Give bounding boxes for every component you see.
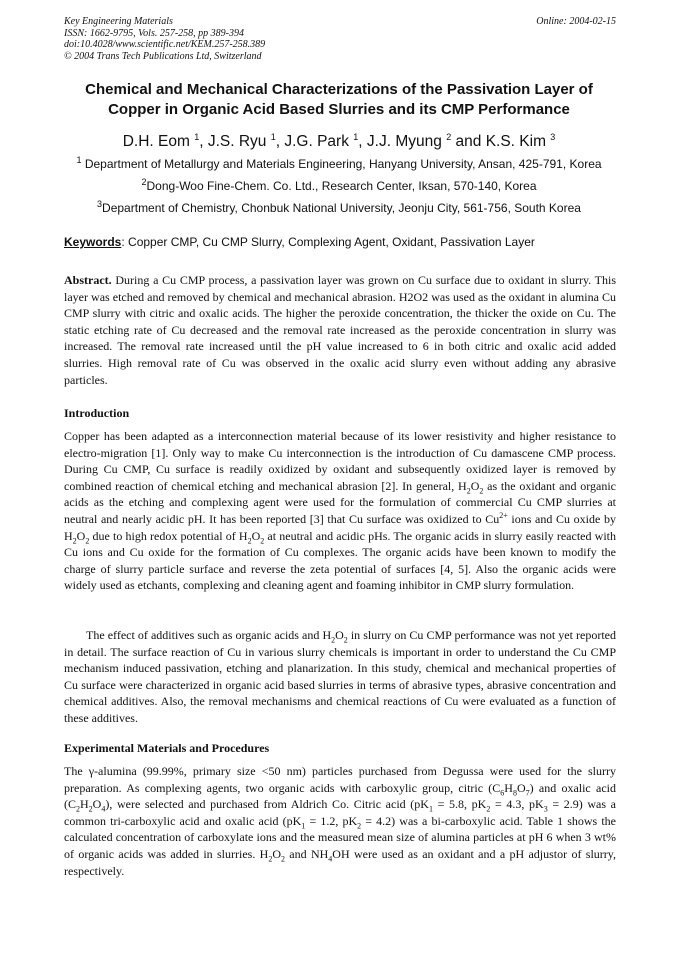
text-run: = 2.9) was a common tri-carboxylic acid and oxalic acid (pK [64,797,616,828]
author-name: J.G. Park [284,133,349,150]
text-run: = 4.2) was a bi-carboxylic acid. Table 1 shows the calculated concentration of carboxylate ions and the measured mean size of alumina particles at pH 6 when 3 wt% of organic acids was added in slurries. H [64,813,617,861]
text-run: O [335,628,344,642]
author-affiliation-mark: 2 [446,131,452,142]
subscript: 2 [260,535,265,545]
author-separator: , [275,133,285,150]
subscript: 2 [76,804,80,814]
author-name: J.S. Ryu [207,133,267,150]
introduction-paragraph-1 [64,428,616,594]
keywords-colon: : [121,235,125,249]
subscript: 4 [328,854,333,864]
author-name: D.H. Eom [122,133,190,150]
author-list [40,132,638,152]
text-run: OH were used as an oxidant and a pH adjustor of slurry, respectively. [64,846,616,878]
title-line-2: Copper in Organic Acid Based Slurries and its CMP Performance [108,101,570,118]
text-run: O [470,478,480,493]
introduction-paragraph-2 [64,627,616,727]
author-separator: , [358,133,367,150]
author-affiliation-mark: 1 [194,131,200,142]
keywords [64,235,616,250]
author-name: K.S. Kim [485,133,546,150]
superscript: 2+ [499,510,508,520]
text-run: Copper has been adapted as a interconnection material because of its lower resistivity and higher resistance to electro-migration [1]. Only way to make Cu interconnection is the introduction of Cu damascene CMP process. During Cu CMP, Cu surface is readily oxidized by oxidant and subsequently oxidized layer is removed by combined reaction of chemical etching and mechanical abrasion [2]. In general, H [64,429,616,493]
subscript: 2 [357,821,362,831]
affiliation-number: 3 [97,199,103,209]
author-separator: , [199,133,208,150]
text-run: O [251,528,261,543]
text-run: ), were selected and purchased from Aldrich Co. Citric acid (pK [105,797,429,812]
subscript: 3 [543,804,548,814]
experimental-heading: Experimental Materials and Procedures [64,741,270,755]
affiliation-number: 2 [141,177,147,187]
author-affiliation-mark: 1 [270,131,276,142]
introduction-heading: Introduction [64,406,130,420]
author-affiliation-mark: 1 [353,131,359,142]
text-run: The γ-alumina (99.99%, primary size <50 nm) particles purchased from Degussa were used for the slurry preparation. As complexing agents, two organic acids with carboxylic group, citric (C [64,764,616,795]
text-run: and NH [284,846,329,861]
text-run: H [80,797,89,812]
text-run: ) and oxalic acid (C [64,780,616,812]
text-run: O [92,797,102,812]
journal-name: Key Engineering Materials [64,16,173,27]
title-line-1: Chemical and Mechanical Characterizations of the Passivation Layer of [85,81,593,98]
subscript: 4 [101,804,106,814]
subscript: 6 [500,787,505,797]
text-run: ions and Cu oxide by H [64,511,616,543]
text-run: The effect of additives such as organic acids and H [86,628,332,642]
subscript: 2 [72,535,77,545]
subscript: 2 [466,486,471,496]
text-run: O [76,528,86,543]
text-run: = 5.8, pK [432,797,487,812]
affiliation-3 [40,201,638,216]
affiliation-text: Department of Chemistry, Chonbuk National University, Jeonju City, 561-756, South Korea [102,201,581,215]
text-run: H [504,780,513,795]
affiliation-number: 1 [76,155,82,165]
subscript: 2 [88,804,93,814]
journal-copyright: © 2004 Trans Tech Publications Ltd, Switzerland [64,50,262,62]
affiliation-text: Dong-Woo Fine-Chem. Co. Ltd., Research Center, Iksan, 570-140, Korea [146,179,537,193]
experimental-paragraph-1 [64,763,616,879]
subscript: 8 [512,787,517,797]
subscript: 7 [525,787,530,797]
subscript: 2 [343,635,348,645]
keywords-label: Keywords [64,235,122,249]
text-run: = 4.3, pK [490,797,544,812]
text-run: O [272,846,281,861]
affiliation-1 [40,157,638,172]
author-affiliation-mark: 3 [550,131,556,142]
journal-header [64,16,616,62]
subscript: 2 [479,486,484,496]
online-date: Online: 2004-02-15 [536,16,616,27]
journal-doi: doi:10.4028/www.scientific.net/KEM.257-258.389 [64,39,266,50]
affiliation-text: Department of Metallurgy and Materials Engineering, Hanyang University, Ansan, 425-791, Korea [84,157,602,171]
text-run: at neutral and acidic pHs. The organic acids in slurry easily reacted with Cu ions and Cu oxide for the formation of Cu complexes. The organic acids have been known to modify the charge of slurry particle surface and reverse the zeta potential of surfaces [4, 5]. Also the organic acids were widely used as etchants, complexing and cleaning agent and foaming inhibitor in CMP slurry formulation. [64,528,617,593]
subscript: 2 [486,804,491,814]
subscript: 1 [301,821,306,831]
subscript: 2 [247,535,252,545]
affiliation-2 [40,179,638,194]
journal-issn: ISSN: 1662-9795, Vols. 257-258, pp 389-394 [64,27,244,39]
abstract-label: Abstract. [64,273,112,287]
text-run: = 1.2, pK [305,813,358,828]
paper-title [50,80,628,120]
subscript: 1 [428,804,433,814]
text-run: in slurry on Cu CMP performance was not yet reported in detail. The surface reaction of Cu in various slurry chemicals is important in order to understand the Cu CMP mechanism induced passivation, etching and planarization. In this study, chemical and mechanical properties of Cu surface were characterized in organic acid based slurries in terms of abrasive types, abrasive concentration and chemical additives. Also, the removal mechanisms and chemical reactions of Cu were evaluated as a function of these additives. [64,628,616,725]
subscript: 2 [85,535,90,545]
keywords-text: Copper CMP, Cu CMP Slurry, Complexing Agent, Oxidant, Passivation Layer [124,235,535,249]
text-run: as the oxidant and organic acids as the etching and complexing agent were used for the formulation of commercial Cu CMP slurries at neutral and nearly acidic pH. It has been reported [3] that Cu surface was oxidized to Cu [64,478,616,526]
author-name: J.J. Myung [366,133,442,150]
subscript: 2 [331,635,336,645]
subscript: 2 [268,854,273,864]
abstract [64,272,616,388]
subscript: 2 [280,854,285,864]
text-run: due to high redox potential of H [89,528,248,543]
abstract-text: During a Cu CMP process, a passivation layer was grown on Cu surface due to oxidant in slurry. This layer was etched and removed by chemical and mechanical abrasion. H2O2 was used as the oxidant in alumina Cu CMP slurry with citric and oxalic acids. The higher the peroxide concentration, the thicker the oxide on Cu. The static etching rate of Cu decreased and the removal rate increased as the peroxide concentration in slurry was increased. The removal rate increased until the pH value increased to 6 in both citric and oxalic acid added slurries. High removal rate of Cu was observed in the oxalic acid slurry even without adding any abrasive particles. [64,273,616,387]
author-separator: and [451,133,486,150]
text-run: O [516,780,526,795]
